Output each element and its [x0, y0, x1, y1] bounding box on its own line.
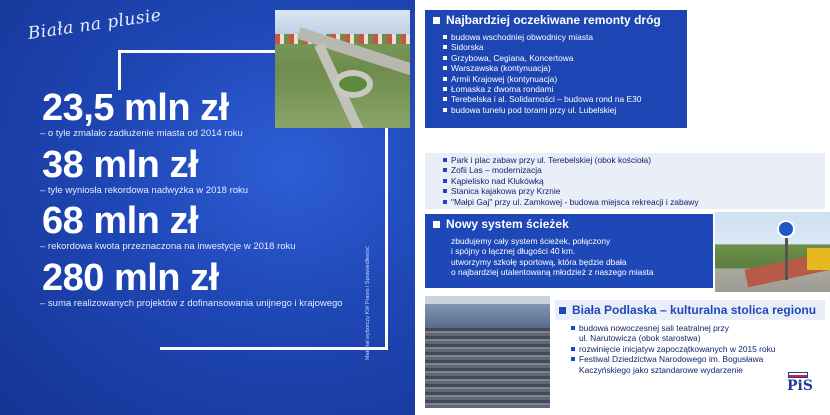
- stat-amount: 68 mln zł: [42, 200, 198, 242]
- list-item: Park i plac zabaw przy ul. Terebelskiej (obok kościoła): [451, 155, 825, 165]
- section-list: [425, 236, 713, 278]
- road-aerial-photo: [275, 10, 410, 128]
- section-list: [555, 323, 825, 375]
- stat-amount: 23,5 mln zł: [42, 87, 229, 129]
- section-list: [425, 155, 825, 207]
- list-item-continuation: ul. Narutowicza (obok starostwa): [579, 333, 701, 344]
- section-roads: [425, 10, 687, 128]
- square-bullet-icon: [433, 17, 440, 24]
- vertical-caption: Materiał wyborczy KW Prawo i Sprawiedliwość: [365, 246, 371, 360]
- frame-line-left: [118, 50, 121, 90]
- section-paths: [425, 214, 713, 288]
- list-item: Grzybowa, Cegiana, Koncertowa: [451, 53, 687, 63]
- stat-surplus: [42, 145, 248, 197]
- stat-debt-reduction: [42, 88, 243, 140]
- list-item: budowa wschodniej obwodnicy miasta: [451, 32, 687, 42]
- list-item-continuation: o najbardziej utalentowaną młodzież z naszego miasta: [451, 267, 654, 278]
- list-item: "Małpi Gaj" przy ul. Zamkowej - budowa miejsca rekreacji i zabawy: [451, 197, 825, 207]
- photo-bus: [807, 248, 830, 270]
- section-parks: [425, 133, 825, 209]
- list-item: Festiwal Dziedzictwa Narodowego im. Bogusława: [579, 354, 825, 364]
- square-bullet-icon: [559, 307, 566, 314]
- list-item: Sidorska: [451, 42, 687, 52]
- stat-amount: 38 mln zł: [42, 144, 198, 186]
- section-title: [425, 214, 713, 234]
- list-item: rozwinięcie inicjatyw zapoczątkowanych w 2015 roku: [579, 344, 825, 354]
- photo-roof: [425, 296, 550, 304]
- section-title-text: Nowy system ścieżek: [446, 217, 569, 231]
- list-item: Łomaska z dwoma rondami: [451, 84, 687, 94]
- stat-projects: [42, 258, 343, 310]
- list-item: budowa nowoczesnej sali teatralnej przy: [579, 323, 825, 333]
- stat-description: – tyle wyniosła rekordowa nadwyżka w 2018 roku: [40, 185, 249, 196]
- stat-description: – suma realizowanych projektów z dofinansowania unijnego i krajowego: [40, 298, 343, 309]
- section-body: [425, 30, 687, 128]
- stat-description: – rekordowa kwota przeznaczona na inwestycje w 2018 roku: [40, 241, 296, 252]
- section-title: [425, 10, 687, 30]
- section-title: [555, 300, 825, 320]
- frame-line-bottom: [160, 347, 388, 350]
- pis-logo: [780, 378, 820, 404]
- section-title-text: Modernizacja i budowa parków oraz miejsc rekreacji: [446, 136, 745, 150]
- bike-path-photo: [715, 212, 830, 292]
- list-item-continuation: Kaczyńskiego jako sztandarowe wydarzenie: [579, 364, 743, 375]
- section-list: [425, 32, 687, 115]
- section-body: [425, 153, 825, 209]
- section-title-text: Biała Podlaska – kulturalna stolica regionu: [572, 303, 817, 317]
- list-item: Terebelska i al. Solidarności – budowa rond na E30: [451, 94, 687, 104]
- section-title: [425, 133, 825, 153]
- stat-amount: 280 mln zł: [42, 257, 219, 299]
- square-bullet-icon: [433, 140, 440, 147]
- list-item: Warszawska (kontynuacja): [451, 63, 687, 73]
- flag-icon: [788, 372, 808, 378]
- tagline: Biała na plusie: [26, 5, 163, 44]
- list-item: Zofii Las – modernizacja: [451, 165, 825, 175]
- stat-description: – o tyle zmalało zadłużenie miasta od 2014 roku: [40, 128, 243, 139]
- bicycle-sign-icon: [777, 220, 795, 238]
- list-item: Kąpielisko nad Klukówką: [451, 176, 825, 186]
- section-title-text: Najbardziej oczekiwane remonty dróg: [446, 13, 661, 27]
- list-item: Armii Krajowej (kontynuacja): [451, 74, 687, 84]
- list-item: utworzymy szkołę sportową, która będzie dbała: [451, 256, 627, 267]
- section-body: [425, 234, 713, 288]
- list-item-continuation: i spójny o łącznej długości 40 km.: [451, 246, 576, 257]
- concert-crowd-photo: [425, 296, 550, 408]
- stat-investment: [42, 201, 296, 253]
- list-item: zbudujemy cały system ścieżek, połączony: [451, 236, 611, 246]
- list-item: budowa tunelu pod torami przy ul. Lubelskiej: [451, 105, 687, 115]
- square-bullet-icon: [433, 221, 440, 228]
- list-item: Stanica kajakowa przy Krznie: [451, 186, 825, 196]
- photo-roundabout: [333, 70, 373, 98]
- logo-text: PiS: [787, 378, 813, 394]
